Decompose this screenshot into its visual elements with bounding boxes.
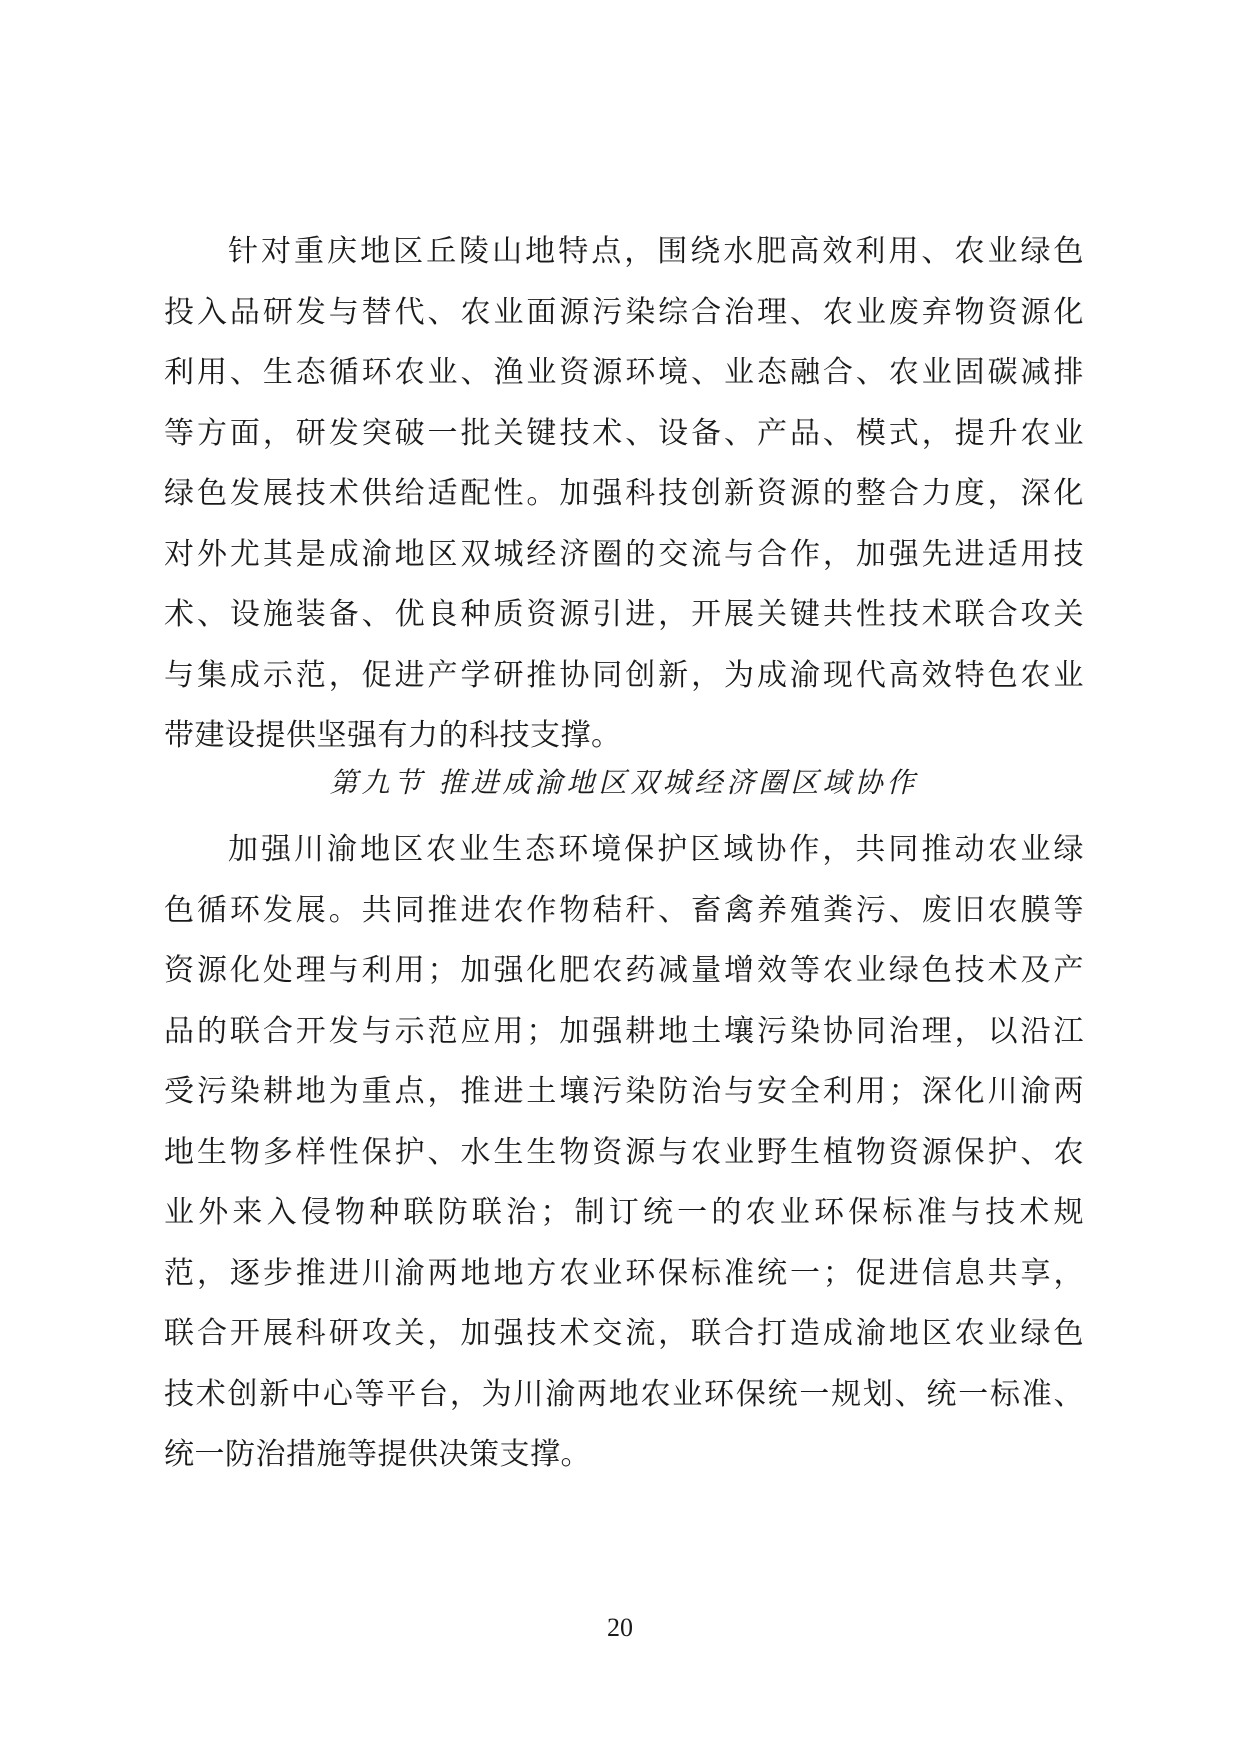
paragraph-line: 技术创新中心等平台，为川渝两地农业环保统一规划、统一标准、 xyxy=(164,1376,1084,1412)
paragraph-line: 联合开展科研攻关，加强技术交流，联合打造成渝地区农业绿色 xyxy=(164,1316,1084,1351)
paragraph-line: 对外尤其是成渝地区双城经济圈的交流与合作，加强先进适用技 xyxy=(164,536,1084,572)
paragraph-line: 与集成示范，促进产学研推协同创新，为成渝现代高效特色农业 xyxy=(164,657,1084,693)
paragraph-line: 加强川渝地区农业生态环境保护区域协作，共同推动农业绿 xyxy=(228,832,1084,867)
paragraph-line: 针对重庆地区丘陵山地特点，围绕水肥高效利用、农业绿色 xyxy=(228,234,1084,269)
paragraph-line: 地生物多样性保护、水生生物资源与农业野生植物资源保护、农 xyxy=(164,1134,1084,1170)
paragraph-line: 业外来入侵物种联防联治；制订统一的农业环保标准与技术规 xyxy=(164,1195,1084,1230)
paragraph-line: 等方面，研发突破一批关键技术、设备、产品、模式，提升农业 xyxy=(164,415,1084,451)
paragraph-line: 品的联合开发与示范应用；加强耕地土壤污染协同治理，以沿江 xyxy=(164,1013,1084,1049)
page-number: 20 xyxy=(607,1613,633,1642)
paragraph-line: 统一防治措施等提供决策支撑。 xyxy=(164,1437,591,1472)
paragraph-line: 受污染耕地为重点，推进土壤污染防治与安全利用；深化川渝两 xyxy=(164,1074,1084,1109)
paragraph-line: 资源化处理与利用；加强化肥农药减量增效等农业绿色技术及产 xyxy=(164,953,1084,988)
paragraph-line: 术、设施装备、优良种质资源引进，开展关键共性技术联合攻关 xyxy=(164,597,1084,632)
body-paragraph-2 xyxy=(164,820,1084,1486)
paragraph-line: 范，逐步推进川渝两地地方农业环保标准统一；促进信息共享， xyxy=(164,1255,1084,1291)
section-heading: 第九节 推进成渝地区双城经济圈区域协作 xyxy=(329,766,919,799)
paragraph-line: 投入品研发与替代、农业面源污染综合治理、农业废弃物资源化 xyxy=(164,294,1084,330)
body-paragraph-1 xyxy=(164,222,1084,767)
paragraph-line: 带建设提供坚强有力的科技支撑。 xyxy=(164,718,622,753)
paragraph-line: 色循环发展。共同推进农作物秸秆、畜禽养殖粪污、废旧农膜等 xyxy=(164,892,1084,928)
paragraph-line: 绿色发展技术供给适配性。加强科技创新资源的整合力度，深化 xyxy=(164,476,1084,511)
paragraph-line: 利用、生态循环农业、渔业资源环境、业态融合、农业固碳减排 xyxy=(164,355,1084,390)
